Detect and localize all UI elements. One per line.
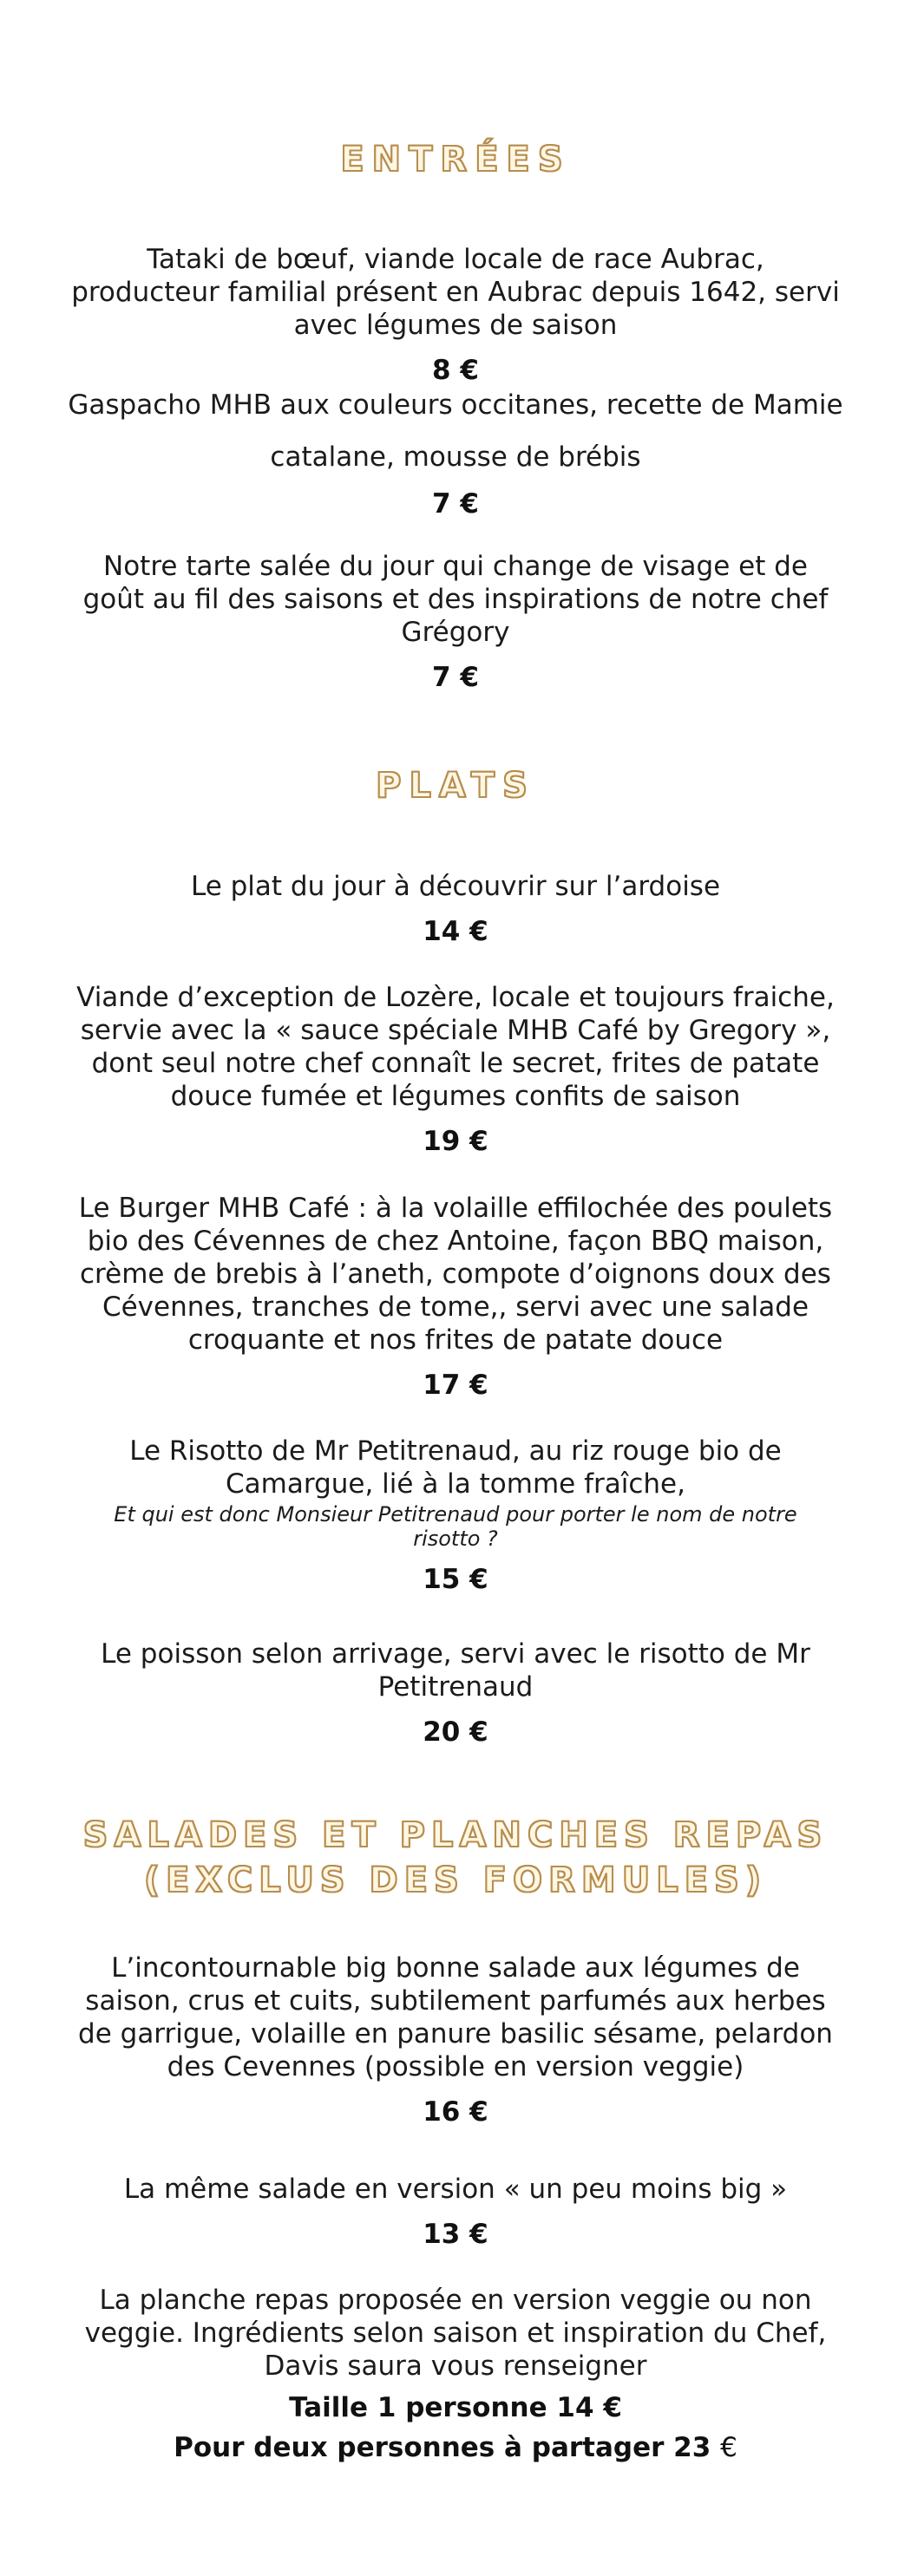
section-title-plats: PLATS bbox=[376, 766, 535, 806]
menu-item-viande bbox=[0, 981, 911, 1158]
item-price-single: Taille 1 personne 14 € bbox=[289, 2392, 622, 2423]
item-description: L’incontournable big bonne salade aux légumes de saison, crus et cuits, subtilement parfumés aux herbes de garrigue, volaille en panure basilic sésame, pelardon des Cevennes (possible en version veggie) bbox=[78, 1952, 833, 2082]
item-price: 20 € bbox=[423, 1716, 488, 1748]
menu-item-planche bbox=[0, 2284, 911, 2468]
item-description-line2: catalane, mousse de brébis bbox=[270, 441, 641, 473]
menu-item-poisson bbox=[0, 1638, 911, 1749]
item-description: Le Burger MHB Café : à la volaille effilochée des poulets bio des Cévennes de chez Antoine, façon BBQ maison, crème de brebis à l’aneth, compote d’oignons doux des Cévennes, tranches de tome,, servi avec une salade croquante et nos frites de patate douce bbox=[78, 1193, 833, 1356]
item-price-shared-text: Pour deux personnes à partager 23 bbox=[174, 2432, 711, 2463]
item-price: 8 € bbox=[432, 355, 479, 386]
menu-item-plat-du-jour bbox=[0, 870, 911, 948]
item-description: Le plat du jour à découvrir sur l’ardoise bbox=[190, 871, 721, 902]
menu-item-big-salade bbox=[0, 1952, 911, 2128]
item-price: 19 € bbox=[423, 1126, 488, 1157]
item-price-shared bbox=[0, 2428, 911, 2468]
menu-item-tarte bbox=[0, 550, 911, 694]
section-title-salades: SALADES ET PLANCHES REPAS bbox=[82, 1815, 829, 1855]
item-price: 15 € bbox=[423, 1564, 488, 1595]
item-description: Tataki de bœuf, viande locale de race Aubrac, producteur familial présent en Aubrac depuis 1642, servi avec légumes de saison bbox=[71, 244, 840, 341]
item-price: 13 € bbox=[423, 2219, 488, 2250]
item-description-line1: Gaspacho MHB aux couleurs occitanes, recette de Mamie bbox=[68, 389, 843, 421]
menu-item-petite-salade bbox=[0, 2173, 911, 2251]
item-description: La planche repas proposée en version veggie ou non veggie. Ingrédients selon saison et inspiration du Chef, Davis saura vous renseigner bbox=[84, 2285, 827, 2382]
item-price: 14 € bbox=[423, 916, 488, 947]
menu-item-gaspacho bbox=[0, 389, 911, 520]
item-price: 16 € bbox=[423, 2096, 488, 2128]
menu-item-tataki bbox=[0, 243, 911, 387]
item-description: Le poisson selon arrivage, servi avec le risotto de Mr Petitrenaud bbox=[101, 1638, 810, 1703]
item-price: 17 € bbox=[423, 1370, 488, 1401]
item-price: 7 € bbox=[432, 662, 479, 693]
item-price: 7 € bbox=[432, 488, 479, 520]
section-subtitle-exclus: (EXCLUS DES FORMULES) bbox=[143, 1860, 768, 1900]
item-description: Viande d’exception de Lozère, locale et toujours fraiche, servie avec la « sauce spéciale MHB Café by Gregory », dont seul notre chef connaît le secret, frites de patate douce fumée et légumes confits de saison bbox=[76, 982, 835, 1112]
menu-item-burger bbox=[0, 1192, 911, 1402]
item-description: Notre tarte salée du jour qui change de visage et de goût au fil des saisons et des inspirations de notre chef Grégory bbox=[82, 551, 829, 648]
item-price-shared-unit: € bbox=[720, 2432, 737, 2463]
item-description: La même salade en version « un peu moins big » bbox=[123, 2174, 788, 2205]
section-title-entrees: ENTRÉES bbox=[340, 140, 571, 180]
item-note: Et qui est donc Monsieur Petitrenaud pour porter le nom de notre risotto ? bbox=[114, 1502, 797, 1551]
item-description: Le Risotto de Mr Petitrenaud, au riz rouge bio de Camargue, lié à la tomme fraîche, bbox=[129, 1435, 782, 1500]
menu-item-risotto bbox=[0, 1435, 911, 1596]
